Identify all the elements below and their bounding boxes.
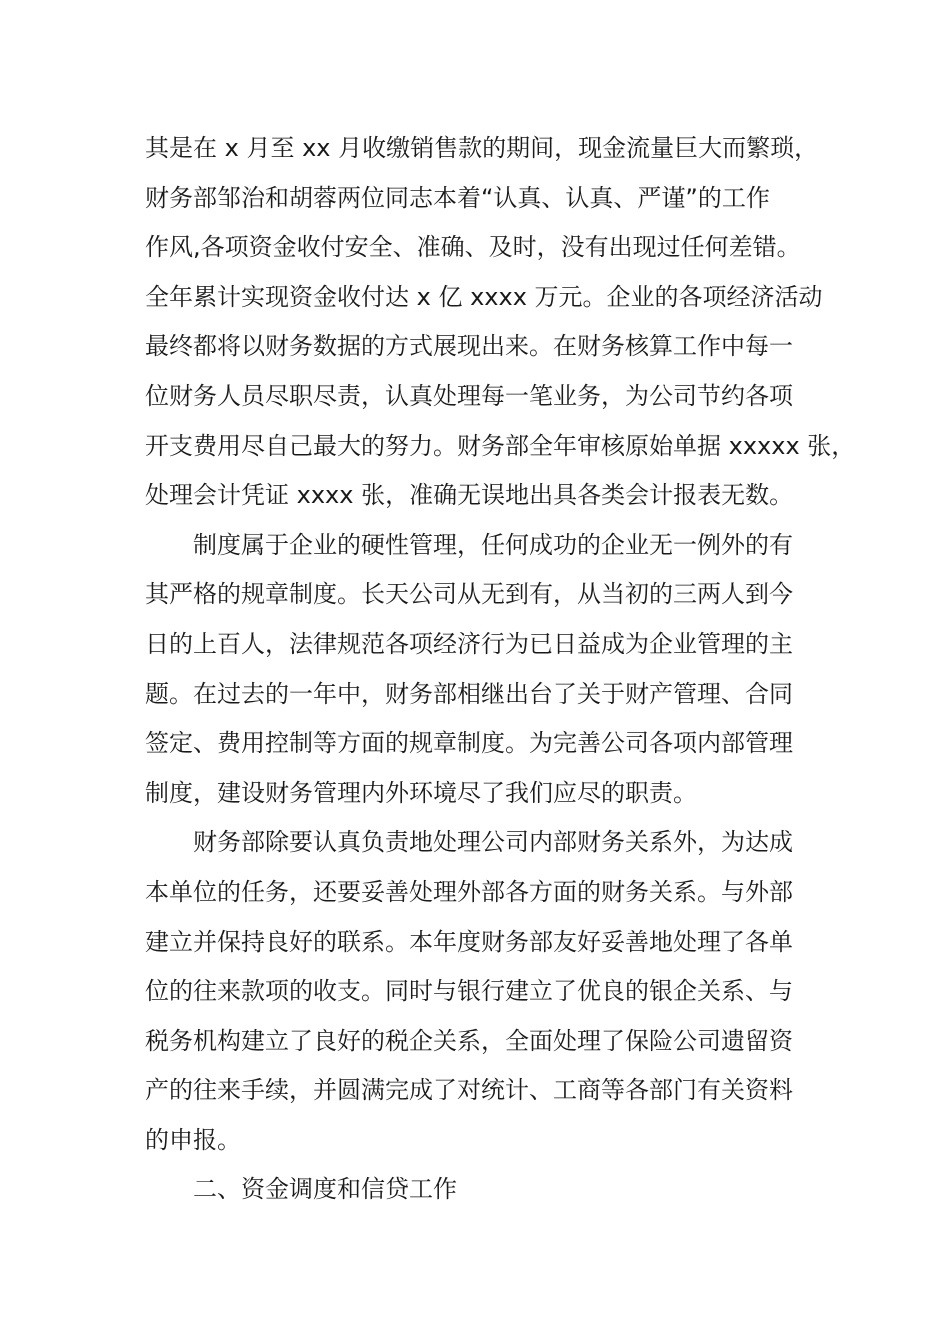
text-line: 题。在过去的一年中，财务部相继出台了关于财产管理、合同 <box>145 679 793 708</box>
text-line: 税务机构建立了良好的税企关系，全面处理了保险公司遗留资 <box>145 1026 793 1055</box>
text-line: 签定、费用控制等方面的规章制度。为完善公司各项内部管理 <box>145 729 793 758</box>
paragraph-regulations <box>145 521 810 819</box>
text-line: 财务部邹治和胡蓉两位同志本着“认真、认真、严谨”的工作 <box>145 183 770 212</box>
text-line: 本单位的任务，还要妥善处理外部各方面的财务关系。与外部 <box>145 877 793 906</box>
text-line: 其严格的规章制度。长天公司从无到有，从当初的三两人到今 <box>145 580 793 609</box>
text-line: 产的往来手续，并圆满完成了对统计、工商等各部门有关资料 <box>145 1076 793 1105</box>
text-line: 制度，建设财务管理内外环境尽了我们应尽的职责。 <box>145 778 697 807</box>
text-line: 处理会计凭证 xxxx 张，准确无误地出具各类会计报表无数。 <box>145 481 794 510</box>
document-body <box>145 124 856 1215</box>
text-line: 建立并保持良好的联系。本年度财务部友好妥善地处理了各单 <box>145 927 793 956</box>
text-line: 作风,各项资金收付安全、准确、及时，没有出现过任何差错。 <box>145 233 801 262</box>
paragraph-external-relations <box>145 818 810 1165</box>
text-line: 的申报。 <box>145 1125 241 1154</box>
text-line: 制度属于企业的硬性管理，任何成功的企业无一例外的有 <box>193 530 793 559</box>
section-heading-text: 二、资金调度和信贷工作 <box>193 1175 457 1204</box>
paragraph-cash-management <box>145 124 856 521</box>
section-heading <box>145 1165 810 1215</box>
text-line: 日的上百人，法律规范各项经济行为已日益成为企业管理的主 <box>145 629 793 658</box>
text-line: 全年累计实现资金收付达 x 亿 xxxx 万元。企业的各项经济活动 <box>145 282 823 311</box>
text-line: 财务部除要认真负责地处理公司内部财务关系外，为达成 <box>193 828 793 857</box>
text-line: 位财务人员尽职尽责，认真处理每一笔业务，为公司节约各项 <box>145 381 793 410</box>
text-line: 其是在 x 月至 xx 月收缴销售款的期间，现金流量巨大而繁琐， <box>145 134 819 162</box>
text-line: 开支费用尽自己最大的努力。财务部全年审核原始单据 xxxxx 张， <box>145 431 856 460</box>
text-line: 位的往来款项的收支。同时与银行建立了优良的银企关系、与 <box>145 977 793 1006</box>
text-line: 最终都将以财务数据的方式展现出来。在财务核算工作中每一 <box>145 332 793 361</box>
